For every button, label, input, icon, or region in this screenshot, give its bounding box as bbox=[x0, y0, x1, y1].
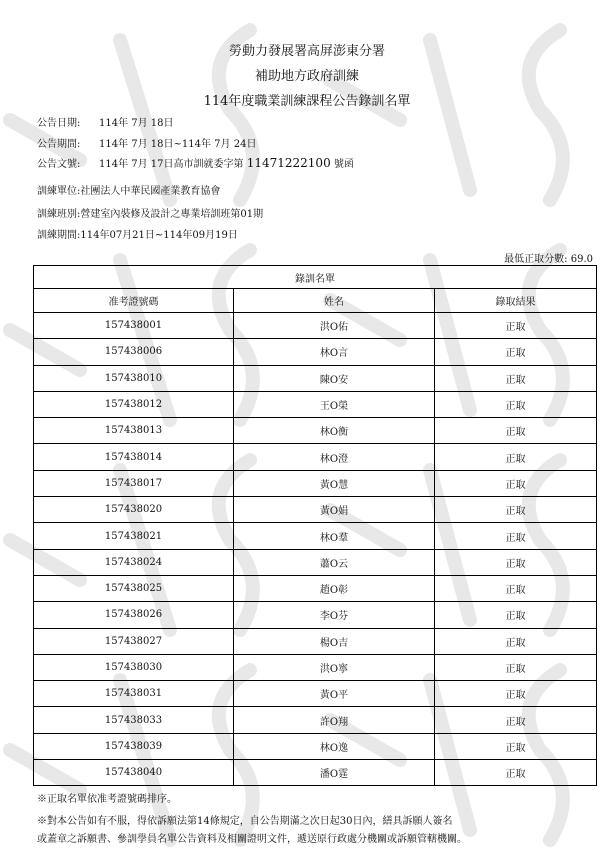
training-period-label: 訓練期間: bbox=[37, 230, 81, 241]
result-cell: 正取 bbox=[435, 391, 597, 417]
appeal-note-line-1: ※對本公告如有不服，得依訴願法第14條規定，自公告期滿之次日起30日內，繕具訴願人簽名 bbox=[37, 816, 453, 827]
exam-id-cell: 157438030 bbox=[34, 654, 234, 680]
training-period-value: 114年07月21日~114年09月19日 bbox=[80, 230, 238, 241]
result-cell: 正取 bbox=[435, 602, 597, 628]
exam-id-cell: 157438017 bbox=[34, 470, 234, 496]
name-cell: 王O榮 bbox=[234, 391, 435, 417]
training-unit-value: 社團法人中華民國產業教育協會 bbox=[80, 186, 221, 197]
result-cell: 正取 bbox=[435, 733, 597, 759]
result-cell: 正取 bbox=[435, 339, 597, 365]
name-cell: 黃O慧 bbox=[234, 470, 435, 496]
exam-id-cell: 157438010 bbox=[34, 365, 234, 391]
table-row bbox=[34, 523, 597, 549]
result-cell: 正取 bbox=[435, 654, 597, 680]
training-period bbox=[37, 226, 238, 241]
result-cell: 正取 bbox=[435, 628, 597, 654]
exam-id-cell: 157438014 bbox=[34, 444, 234, 470]
table-row bbox=[34, 575, 597, 601]
name-cell: 林O言 bbox=[234, 339, 435, 365]
training-unit bbox=[37, 182, 220, 197]
exam-id-cell: 157438040 bbox=[34, 760, 234, 786]
column-header-name: 姓名 bbox=[234, 289, 435, 313]
announcement-period-label: 公告期間: bbox=[37, 139, 81, 150]
result-cell: 正取 bbox=[435, 681, 597, 707]
name-cell: 蕭O云 bbox=[234, 549, 435, 575]
announcement-period bbox=[37, 135, 256, 150]
result-cell: 正取 bbox=[435, 575, 597, 601]
table-row bbox=[34, 549, 597, 575]
table-row bbox=[34, 602, 597, 628]
exam-id-cell: 157438024 bbox=[34, 549, 234, 575]
exam-id-cell: 157438006 bbox=[34, 339, 234, 365]
table-row bbox=[34, 470, 597, 496]
name-cell: 林O澄 bbox=[234, 444, 435, 470]
announcement-date-value: 114年 7月 18日 bbox=[99, 118, 174, 129]
announcement-doc-label: 公告文號: bbox=[37, 159, 81, 170]
name-cell: 林O逸 bbox=[234, 733, 435, 759]
table-row bbox=[34, 391, 597, 417]
announcement-doc-number bbox=[37, 155, 354, 170]
name-cell: 楊O吉 bbox=[234, 628, 435, 654]
exam-id-cell: 157438039 bbox=[34, 733, 234, 759]
table-row bbox=[34, 707, 597, 733]
exam-id-cell: 157438020 bbox=[34, 497, 234, 523]
exam-id-cell: 157438031 bbox=[34, 681, 234, 707]
table-row bbox=[34, 497, 597, 523]
result-cell: 正取 bbox=[435, 418, 597, 444]
result-cell: 正取 bbox=[435, 760, 597, 786]
exam-id-cell: 157438001 bbox=[34, 313, 234, 339]
program-title: 補助地方政府訓練 bbox=[254, 69, 359, 84]
exam-id-cell: 157438021 bbox=[34, 523, 234, 549]
result-cell: 正取 bbox=[435, 707, 597, 733]
exam-id-cell: 157438013 bbox=[34, 418, 234, 444]
result-cell: 正取 bbox=[435, 313, 597, 339]
appeal-note-line-2: 或蓋章之訴願書、參訓學員名單公告資料及相關證明文件，遞送原行政處分機關或訴願管轄機關。 bbox=[37, 834, 467, 845]
table-row bbox=[34, 733, 597, 759]
announcement-period-value: 114年 7月 18日~114年 7月 24日 bbox=[99, 139, 257, 150]
exam-id-cell: 157438012 bbox=[34, 391, 234, 417]
document-title: 114年度職業訓練課程公告錄訓名單 bbox=[203, 94, 411, 109]
table-row bbox=[34, 339, 597, 365]
training-class bbox=[37, 205, 263, 220]
name-cell: 潘O霆 bbox=[234, 760, 435, 786]
name-cell: 許O翔 bbox=[234, 707, 435, 733]
result-cell: 正取 bbox=[435, 523, 597, 549]
name-cell: 李O芬 bbox=[234, 602, 435, 628]
name-cell: 林O衡 bbox=[234, 418, 435, 444]
exam-id-cell: 157438026 bbox=[34, 602, 234, 628]
exam-id-cell: 157438033 bbox=[34, 707, 234, 733]
column-header-exam-id: 准考證號碼 bbox=[34, 289, 234, 313]
table-row bbox=[34, 628, 597, 654]
roster-body bbox=[34, 313, 597, 786]
sort-note: ※正取名單依准考證號碼排序。 bbox=[37, 794, 177, 805]
table-row bbox=[34, 313, 597, 339]
name-cell: 洪O寧 bbox=[234, 654, 435, 680]
table-row bbox=[34, 365, 597, 391]
table-row bbox=[34, 418, 597, 444]
announcement-doc-prefix: 114年 7月 17日高市訓就委字第 bbox=[99, 159, 244, 170]
result-cell: 正取 bbox=[435, 470, 597, 496]
name-cell: 黃O娟 bbox=[234, 497, 435, 523]
name-cell: 林O羣 bbox=[234, 523, 435, 549]
training-unit-label: 訓練單位: bbox=[37, 186, 81, 197]
training-class-label: 訓練班別: bbox=[37, 209, 81, 220]
column-header-result: 錄取結果 bbox=[435, 289, 597, 313]
table-row bbox=[34, 760, 597, 786]
announcement-doc-number-value: 11471222100 bbox=[246, 156, 331, 170]
announcement-date bbox=[37, 114, 174, 129]
table-caption: 錄訓名單 bbox=[34, 266, 597, 289]
result-cell: 正取 bbox=[435, 497, 597, 523]
training-class-value: 營建室內裝修及設計之專業培訓班第01期 bbox=[80, 209, 264, 220]
announcement-doc-suffix: 號函 bbox=[333, 159, 354, 170]
table-row bbox=[34, 444, 597, 470]
name-cell: 陳O安 bbox=[234, 365, 435, 391]
name-cell: 洪O佑 bbox=[234, 313, 435, 339]
result-cell: 正取 bbox=[435, 444, 597, 470]
name-cell: 黃O平 bbox=[234, 681, 435, 707]
agency-title: 勞動力發展署高屏澎東分署 bbox=[228, 44, 385, 59]
name-cell: 趙O彰 bbox=[234, 575, 435, 601]
roster-table bbox=[33, 265, 597, 786]
table-row bbox=[34, 681, 597, 707]
exam-id-cell: 157438027 bbox=[34, 628, 234, 654]
result-cell: 正取 bbox=[435, 365, 597, 391]
table-row bbox=[34, 654, 597, 680]
result-cell: 正取 bbox=[435, 549, 597, 575]
announcement-date-label: 公告日期: bbox=[37, 118, 81, 129]
min-score: 最低正取分數: 69.0 bbox=[504, 254, 593, 265]
exam-id-cell: 157438025 bbox=[34, 575, 234, 601]
